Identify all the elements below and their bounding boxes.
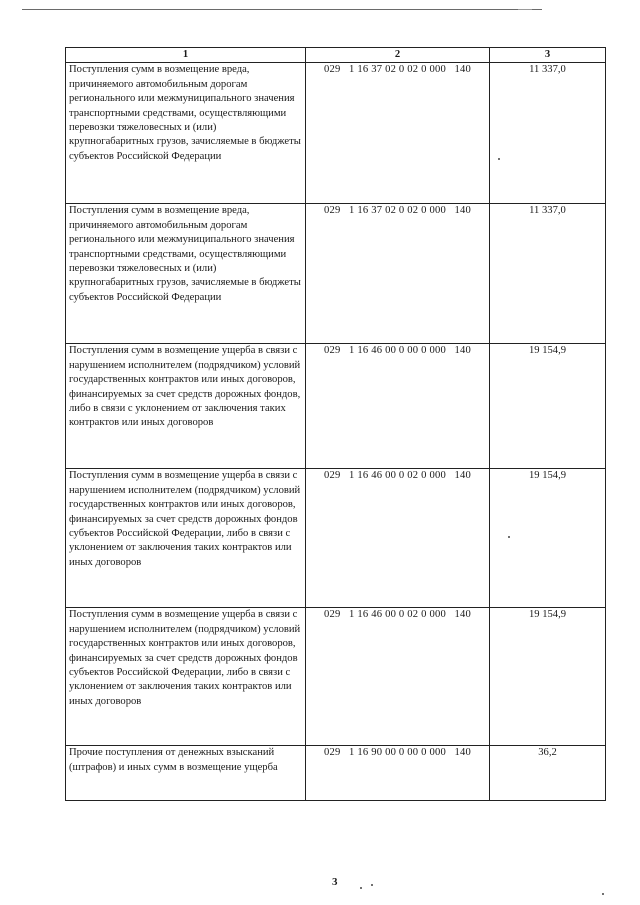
top-rule-fragment	[518, 9, 532, 10]
table-row	[66, 63, 606, 204]
row-code: 029 1 16 37 02 0 02 0 000 140	[306, 204, 490, 344]
table-row	[66, 204, 606, 344]
row-code: 029 1 16 46 00 0 00 0 000 140	[306, 344, 490, 469]
row-amount: 19 154,9	[490, 344, 606, 469]
table-row	[66, 344, 606, 469]
row-description: Поступления сумм в возмещение вреда, причиняемого автомобильным дорогам регионального или межмуниципального значения транспортными средствами, осуществляющими перевозки тяжеловесных и (или) крупногабаритных грузов, зачисляемые в бюджеты субъектов Российской Федерации	[66, 63, 306, 204]
column-header-1: 1	[66, 48, 306, 63]
row-description: Поступления сумм в возмещение ущерба в связи с нарушением исполнителем (подрядчиком) условий государственных контрактов или иных договоров, финансируемых за счет средств дорожных фондов, либо в связи с уклонением от заключения таких контрактов или иных договоров	[66, 344, 306, 469]
row-amount: 11 337,0	[490, 204, 606, 344]
revenue-table	[65, 47, 606, 801]
row-code: 029 1 16 46 00 0 02 0 000 140	[306, 469, 490, 608]
row-code: 029 1 16 46 00 0 02 0 000 140	[306, 608, 490, 746]
row-amount: 19 154,9	[490, 469, 606, 608]
scan-speck	[508, 536, 510, 538]
page-number: 3	[332, 876, 338, 888]
scan-speck	[498, 158, 500, 160]
scan-speck	[602, 893, 604, 895]
scan-speck	[371, 884, 373, 886]
column-header-3: 3	[490, 48, 606, 63]
column-header-2: 2	[306, 48, 490, 63]
row-code: 029 1 16 90 00 0 00 0 000 140	[306, 746, 490, 801]
row-description: Поступления сумм в возмещение ущерба в связи с нарушением исполнителем (подрядчиком) условий государственных контрактов или иных договоров, финансируемых за счет средств дорожных фондов субъектов Российской Федерации, либо в связи с уклонением от заключения таких контрактов или иных договоров	[66, 608, 306, 746]
table-row	[66, 469, 606, 608]
scan-speck	[360, 887, 362, 889]
row-code: 029 1 16 37 02 0 02 0 000 140	[306, 63, 490, 204]
header-row	[66, 48, 606, 63]
top-rule	[22, 9, 542, 10]
row-amount: 36,2	[490, 746, 606, 801]
row-amount: 11 337,0	[490, 63, 606, 204]
row-description: Поступления сумм в возмещение ущерба в связи с нарушением исполнителем (подрядчиком) условий государственных контрактов или иных договоров, финансируемых за счет средств дорожных фондов субъектов Российской Федерации, либо в связи с уклонением от заключения таких контрактов или иных договоров	[66, 469, 306, 608]
row-amount: 19 154,9	[490, 608, 606, 746]
table-row	[66, 746, 606, 801]
row-description: Прочие поступления от денежных взысканий (штрафов) и иных сумм в возмещение ущерба	[66, 746, 306, 801]
table-row	[66, 608, 606, 746]
row-description: Поступления сумм в возмещение вреда, причиняемого автомобильным дорогам регионального или межмуниципального значения транспортными средствами, осуществляющими перевозки тяжеловесных и (или) крупногабаритных грузов, зачисляемые в бюджеты субъектов Российской Федерации	[66, 204, 306, 344]
